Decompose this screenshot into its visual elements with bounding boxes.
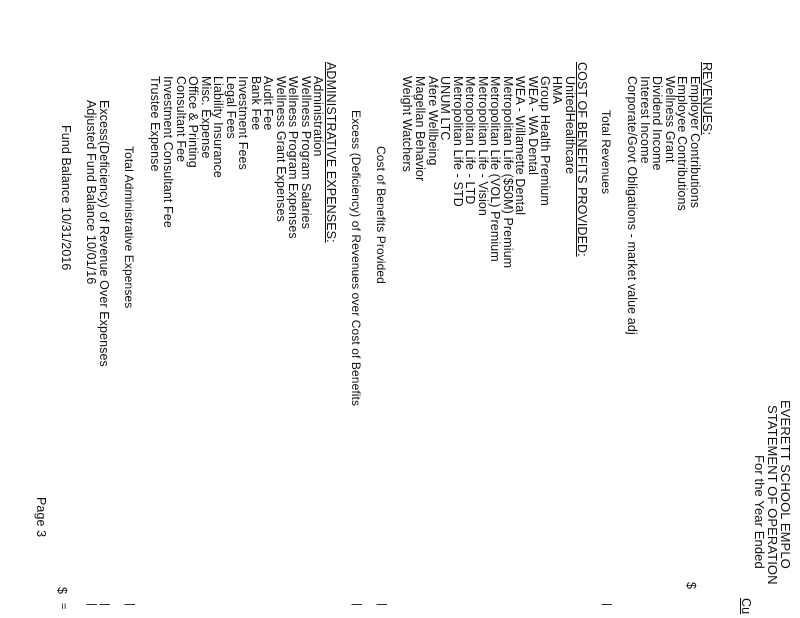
benefit-item: Metropolitan Life (VOL) Premium [488,76,502,262]
report-title-line-3: For the Year Ended [752,455,767,569]
excess-over-benefits-label: Excess (Deficiency) of Revenues over Cost of Benefits [349,110,363,407]
benefit-item: Magellan Behavior [413,76,427,182]
revenue-item: Employer Contributions [688,76,702,209]
admin-item: Consultant Fee [174,76,188,163]
rule-mark: | [86,603,98,606]
admin-heading: ADMINISTRATIVE EXPENSES: [324,62,338,243]
revenue-item: Employee Contributions [675,76,689,211]
report-title-line-2: STATEMENT OF OPERATION [765,405,780,585]
column-marker: Cu [739,598,753,615]
revenue-item: Wellness Grant [663,76,677,163]
benefit-item: UNUM LTC [438,76,452,141]
revenue-currency-symbol: $ [684,582,698,590]
admin-item: Administration [311,76,325,157]
fund-balance-label: Fund Balance 10/31/2016 [59,125,73,271]
rule-mark: | [99,603,111,606]
cost-of-benefits-label: Cost of Benefits Provided [374,146,388,284]
benefit-item: Afere Wellbeing [426,76,440,166]
benefit-item: WEA - WA Dental [526,76,540,175]
benefit-item: Metropolitan Life - Vision [476,76,490,216]
admin-item: Wellness Program Salaries [299,76,313,230]
rule-mark: | [376,603,388,606]
rule-mark: | [601,603,613,606]
benefit-item: UnitedHealthcare [563,76,577,175]
total-revenues-label: Total Revenues [599,110,613,195]
admin-item: Misc. Expense [199,76,213,159]
revenues-heading: REVENUES: [700,62,714,136]
benefit-item: Weight Watchers [400,76,414,172]
benefit-item: HMA [550,76,564,105]
page-number: Page 3 [34,497,48,538]
benefits-heading: COST OF BENEFITS PROVIDED: [575,62,589,257]
benefit-item: Metropolitan Life ($50M) Premium [501,76,515,269]
excess-over-expenses-label: Excess(Deficiency) of Revenue Over Expenses [97,100,111,367]
revenue-item: Corporate/Govt Obligations - market value adj [625,76,639,335]
admin-item: Office & Printing [186,76,200,168]
revenue-item: Interest Income [638,76,652,164]
rule-mark: | [124,603,136,606]
report-title-line-1: EVERETT SCHOOL EMPLO [778,400,793,569]
admin-item: Liability Insurance [211,76,225,178]
fund-balance-currency-symbol: $ [55,587,69,595]
admin-item: Investment Consultant Fee [161,76,175,228]
admin-item: Wellness Grant Expenses [274,76,288,222]
admin-item: Bank Fee [249,76,263,131]
admin-item: Audit Fee [261,76,275,131]
benefit-item: Metropolitan Life - LTD [463,76,477,205]
rule-mark: | [351,603,363,606]
admin-item: Investment Fees [236,76,250,170]
benefit-item: Group Health Premium [538,76,552,206]
admin-item: Wellness Program Expenses [286,76,300,239]
benefit-item: Metropolitan Life - STD [451,76,465,207]
admin-item: Legal Fees [224,76,238,139]
revenue-item: Dividend Income [650,76,664,171]
total-admin-expenses-label: Total Administrative Expenses [122,146,136,309]
rule-mark: = [57,603,69,610]
adjusted-fund-balance-label: Adjusted Fund Balance 10/01/16 [84,100,98,285]
admin-item: Trustee Expense [148,76,162,172]
benefit-item: WEA - Willamette Dental [513,76,527,216]
